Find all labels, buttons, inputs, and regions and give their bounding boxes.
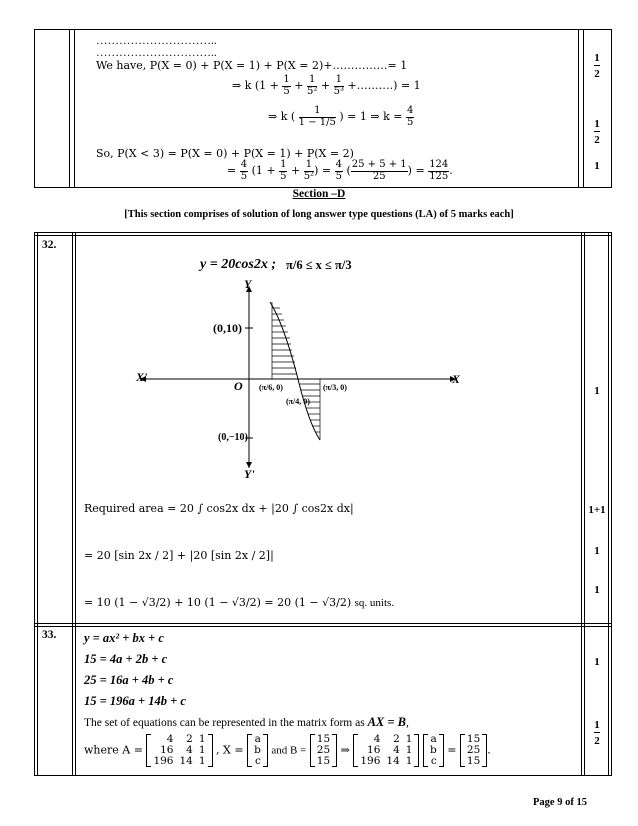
graph-x-prime-label: X' xyxy=(136,370,148,384)
a12: 2 xyxy=(186,733,193,745)
a33: 1 xyxy=(198,755,206,768)
frac-1-5: $\frac{1}{5}$ xyxy=(283,74,290,97)
graph-origin: O xyxy=(234,379,243,393)
mark-top-5: 1 xyxy=(594,160,600,172)
frac-1-5-b: $\frac{1}{5}$ xyxy=(280,159,287,182)
dots-line-2: ………………………….. xyxy=(96,47,217,59)
rx3: c xyxy=(430,755,437,768)
matrix-B xyxy=(310,734,337,767)
q33-eq2: 15 = 4a + 2b + c xyxy=(84,652,168,666)
frac-1-125: $\frac{1}{\text{5³}}$ xyxy=(333,74,344,97)
mark-top-2: 2 xyxy=(594,68,600,80)
graph-point-bottom: (0,−10) xyxy=(218,432,248,443)
graph-point-pi4: (π/4, 0) xyxy=(286,397,310,406)
q33-where: where A = xyxy=(84,743,143,757)
graph-point-top: (0,10) xyxy=(213,321,242,335)
main-table-left-2 xyxy=(37,232,38,776)
q33-x-eq: , X = xyxy=(216,743,244,757)
rb3: 15 xyxy=(466,755,481,768)
ra11: 4 xyxy=(373,733,381,745)
main-table-left xyxy=(34,232,35,776)
graph-x-label: X xyxy=(452,372,461,386)
main-table-col2 xyxy=(75,232,76,776)
page-number: Page 9 of 15 xyxy=(533,797,587,808)
k-series-suffix: +……….) = 1 xyxy=(347,79,421,92)
ra33: 1 xyxy=(405,755,413,768)
matrix-X-repeat xyxy=(423,734,444,767)
a23: 1 xyxy=(198,744,206,757)
main-table-row-sep-2 xyxy=(34,626,612,627)
top-table-border-top xyxy=(34,29,612,30)
mark-q33-1: 1 xyxy=(594,656,600,668)
x1: a xyxy=(254,733,261,745)
q32-number: 32. xyxy=(42,239,57,251)
rx1: a xyxy=(430,733,437,745)
a21: 16 xyxy=(160,744,174,757)
frac-31-25: $\frac{25 + 5 + 1}{25}$ xyxy=(351,159,407,182)
k-solve-mid: ) = 1 ⇒ k = xyxy=(339,110,403,123)
mark-top-frac-bar-1 xyxy=(594,65,600,66)
ra23: 1 xyxy=(405,744,413,757)
main-table-row-sep xyxy=(34,623,612,624)
q33-matrix-eq: AX = B xyxy=(367,715,406,729)
k-solve-line xyxy=(268,106,414,128)
mark-top-1: 1 xyxy=(594,52,600,64)
mark-q32-1: 1 xyxy=(594,385,600,397)
graph-point-pi6: (π/6, 0) xyxy=(259,383,283,392)
q32-line3-units: sq. units. xyxy=(354,597,395,609)
p-result-line: = $\frac{4}{5}$ (1 + $\frac{1}{5}$ + $\frac{1}{\text{5²}}$ ) = $\frac{4}{5}$ ( $\frac{25 + 5 + 1}{25}$ ) = $\frac{124}{125}$ . xyxy=(227,159,453,182)
q33-eq4: 15 = 196a + 14b + c xyxy=(84,694,186,708)
b2: 25 xyxy=(316,744,331,757)
k-value-frac: $\frac{4}{5}$ xyxy=(406,105,414,128)
graph-point-pi3: (π/3, 0) xyxy=(323,383,347,392)
b1: 15 xyxy=(316,733,331,745)
main-table-top-2 xyxy=(34,235,612,236)
section-title: Section –D xyxy=(292,188,346,200)
ra12: 2 xyxy=(393,733,400,745)
rx2: b xyxy=(429,744,437,757)
matrix-B-repeat xyxy=(460,734,487,767)
frac-4-5-a: $\frac{4}{5}$ xyxy=(240,159,248,182)
q33-matrix-text: The set of equations can be represented in the matrix form as AX = B, xyxy=(84,715,409,729)
ra13: 1 xyxy=(405,733,413,745)
result-den: 125 xyxy=(429,170,449,182)
mark-q33-frac-bar xyxy=(594,732,600,733)
rb2: 25 xyxy=(466,744,481,757)
result-num: 124 xyxy=(429,159,449,170)
a32: 14 xyxy=(179,755,193,768)
mark-q32-3: 1 xyxy=(594,545,600,557)
matrix-A xyxy=(146,734,212,767)
ra31: 196 xyxy=(360,755,381,768)
p-result-eq: = xyxy=(227,164,237,177)
mark-q33-2: 1 xyxy=(594,719,600,731)
frac-4-5-b: $\frac{4}{5}$ xyxy=(335,159,342,182)
a13: 1 xyxy=(198,733,206,745)
dots-line-1: ………………………….. xyxy=(96,35,217,47)
x3: c xyxy=(254,755,261,768)
mark-q32-4: 1 xyxy=(594,584,600,596)
frac-124-125 xyxy=(428,160,449,182)
q32-line3 xyxy=(84,597,394,609)
top-table-col3 xyxy=(578,29,579,188)
q33-eq1: y = ax² + bx + c xyxy=(84,631,164,645)
q33-matrix-row: where A = 4 2 1 16 4 1 196 14 1 , X = a b c and B = 15 25 15 ⇒ 4 2 1 16 4 1 196 14 1 a b c = 15 25 15 . xyxy=(84,733,491,768)
k-series-prefix: ⇒ k (1 + xyxy=(232,79,283,92)
ra21: 16 xyxy=(367,744,381,757)
q32-graph xyxy=(130,278,470,481)
top-table-col2 xyxy=(74,29,75,188)
graph-y-label: Y xyxy=(244,277,252,291)
q33-number: 33. xyxy=(42,629,57,641)
mark-q32-2: 1+1 xyxy=(588,504,606,516)
rb1: 15 xyxy=(466,733,481,745)
q32-area-line: Required area = 20 ∫ cos2x dx + |20 ∫ cos2x dx| xyxy=(84,502,354,515)
matrix-A-repeat xyxy=(353,734,419,767)
main-table-bottom xyxy=(34,775,612,776)
q32-line2: = 20 [sin 2x / 2] + |20 [sin 2x / 2]| xyxy=(84,549,274,562)
graph-y-prime-label: Y' xyxy=(244,467,255,481)
geom-sum-frac: $\frac{1}{1 - 1/5}$ xyxy=(298,105,336,128)
b3: 15 xyxy=(316,755,331,768)
a31: 196 xyxy=(153,755,174,768)
main-table-col1 xyxy=(72,232,73,776)
frac-1-25: $\frac{1}{\text{5²}}$ xyxy=(306,74,318,97)
mark-top-4: 2 xyxy=(594,134,600,146)
k-series-line: ⇒ k (1 + $\frac{1}{5}$ + $\frac{1}{\text{5²}}$ + $\frac{1}{\text{5³}}$ +……….) = 1 xyxy=(232,74,421,97)
q32-line3-expr: = 10 (1 − √3/2) + 10 (1 − √3/2) = 20 (1 − √3/2) xyxy=(84,596,352,609)
main-table-top xyxy=(34,232,612,233)
q33-matrix-sentence: The set of equations can be represented in the matrix form as xyxy=(84,717,365,729)
q32-range: π/6 ≤ x ≤ π/3 xyxy=(286,258,352,272)
k-solve-prefix: ⇒ k ( xyxy=(268,110,296,123)
top-table-col1 xyxy=(69,29,70,188)
p-less-3-line: So, P(X < 3) = P(X = 0) + P(X = 1) + P(X = 2) xyxy=(96,147,354,160)
a22: 4 xyxy=(186,744,193,757)
x2: b xyxy=(254,744,261,757)
prob-sum-line: We have, P(X = 0) + P(X = 1) + P(X = 2)+……………= 1 xyxy=(96,59,408,72)
frac-1-25-b: $\frac{1}{\text{5²}}$ xyxy=(303,159,315,182)
a11: 4 xyxy=(166,733,174,745)
matrix-X xyxy=(247,734,268,767)
top-table-border-left xyxy=(34,29,35,188)
ra22: 4 xyxy=(393,744,400,757)
section-subtitle: [This section comprises of solution of long answer type questions (LA) of 5 marks each] xyxy=(124,209,514,220)
q33-and-b: and B = xyxy=(271,744,307,757)
ra32: 14 xyxy=(386,755,400,768)
mark-top-3: 1 xyxy=(594,118,600,130)
mark-top-frac-bar-2 xyxy=(594,131,600,132)
p-result-eq2: = xyxy=(415,164,425,177)
mark-q33-3: 2 xyxy=(594,735,600,747)
q33-eq3: 25 = 16a + 4b + c xyxy=(84,673,174,687)
q32-heading: y = 20cos2x ; xyxy=(200,257,277,272)
